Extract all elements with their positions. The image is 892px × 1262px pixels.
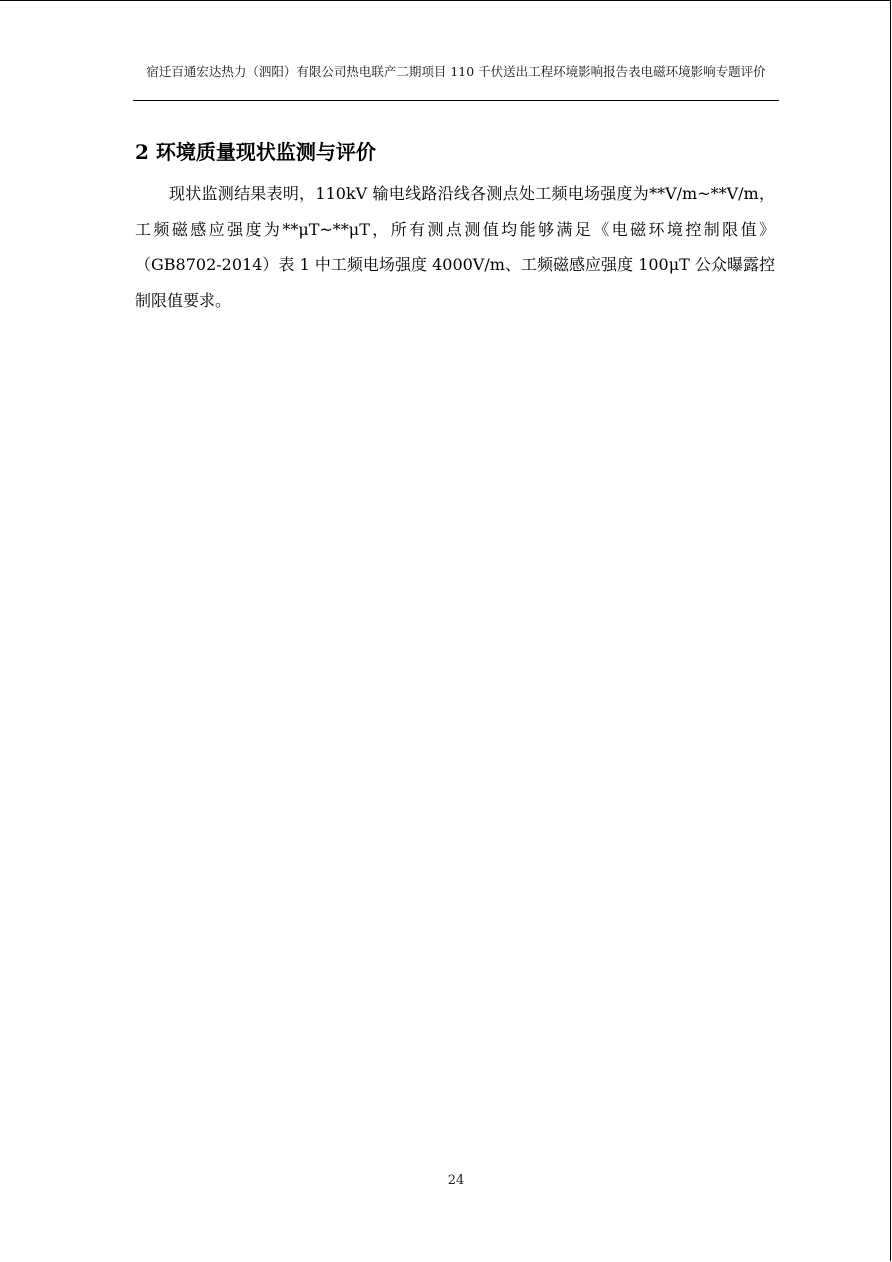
running-header: 宿迁百通宏达热力（泗阳）有限公司热电联产二期项目 110 千伏送出工程环境影响报告表电磁环境影响专题评价: [146, 64, 766, 79]
header-divider: [133, 100, 779, 101]
body-paragraph: 现状监测结果表明，110kV 输电线路沿线各测点处工频电场强度为**V/m~**V/m，工频磁感应强度为**μT~**μT，所有测点测值均能够满足《电磁环境控制限值》（GB8702-2014）表 1 中工频电场强度 4000V/m、工频磁感应强度 100μT 公众曝露控制限值要求。: [135, 184, 775, 311]
page-number: 24: [447, 1173, 465, 1188]
section-heading: 2 环境质量现状监测与评价: [135, 140, 376, 164]
